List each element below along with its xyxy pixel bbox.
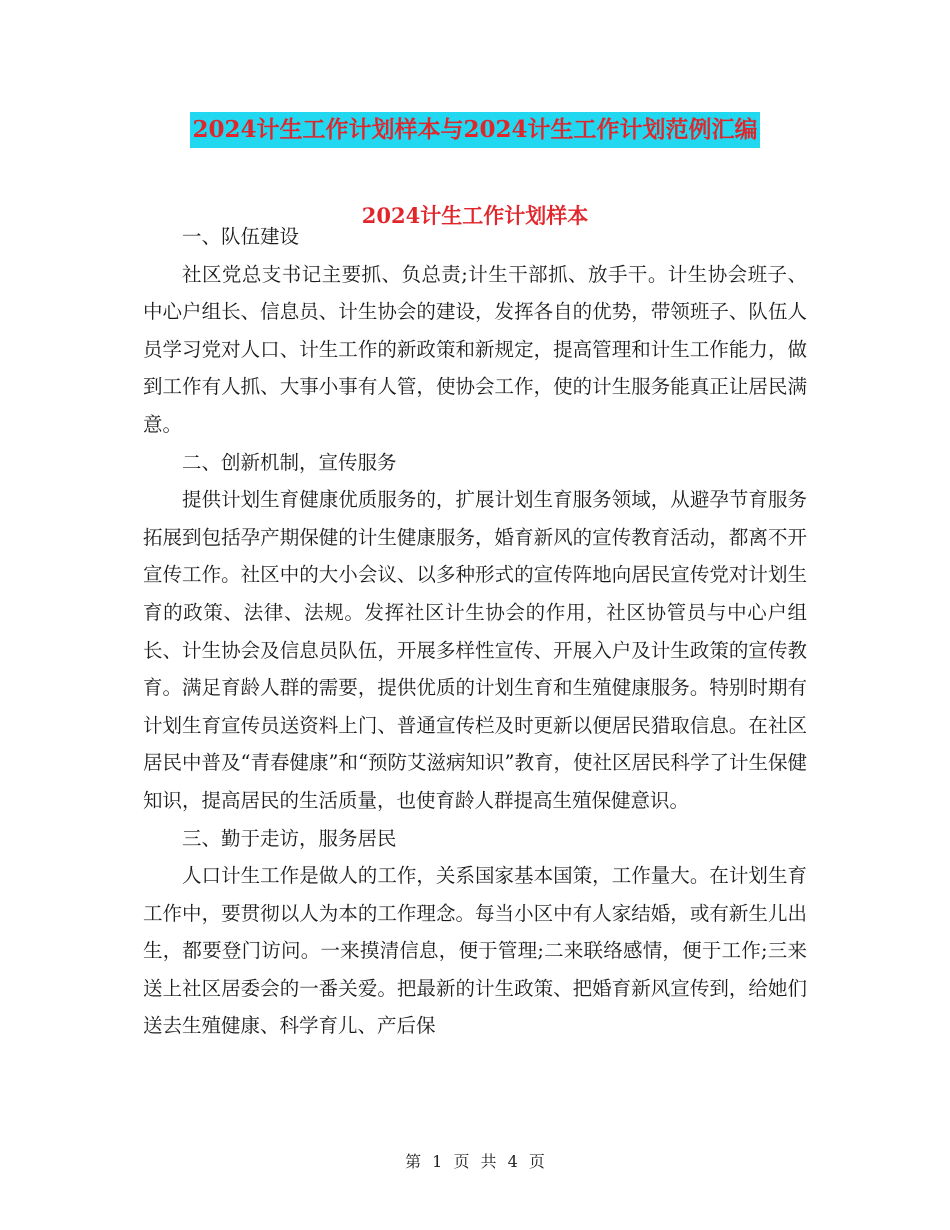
heading-innovation: 二、创新机制，宣传服务 bbox=[182, 450, 397, 474]
heading-team-building: 一、队伍建设 bbox=[182, 225, 300, 248]
document-body bbox=[143, 218, 807, 1045]
heading-visits: 三、勤于走访，服务居民 bbox=[182, 826, 397, 850]
paragraph-team-building: 社区党总支书记主要抓、负总责;计生干部抓、放手干。计生协会班子、中心户组长、信息员、计生协会的建设，发挥各自的优势，带领班子、队伍人员学习党对人口、计生工作的新政策和新规定，提高管理和计生工作能力，做到工作有人抓、大事小事有人管，使协会工作，使的计生服务能真正让居民满意。 bbox=[143, 262, 807, 436]
paragraph-visits: 人口计生工作是做人的工作，关系国家基本国策，工作量大。在计划生育工作中，要贯彻以人为本的工作理念。每当小区中有人家结婚，或有新生儿出生，都要登门访问。一来摸清信息，便于管理;二来联络感情，便于工作;三来送上社区居委会的一番关爱。把最新的计生政策、把婚育新风宣传到，给她们送去生殖健康、科学育儿、产后保 bbox=[143, 864, 807, 1038]
document-title bbox=[0, 112, 950, 148]
section-title: 2024计生工作计划样本 bbox=[361, 203, 589, 228]
paragraph-innovation: 提供计划生育健康优质服务的，扩展计划生育服务领域，从避孕节育服务拓展到包括孕产期保健的计生健康服务，婚育新风的宣传教育活动，都离不开宣传工作。社区中的大小会议、以多种形式的宣传阵地向居民宣传党对计划生育的政策、法律、法规。发挥社区计生协会的作用，社区协管员与中心户组长、计生协会及信息员队伍，开展多样性宣传、开展入户及计生政策的宣传教育。满足育龄人群的需要，提供优质的计划生育和生殖健康服务。特别时期有计划生育宣传员送资料上门、普通宣传栏及时更新以便居民猎取信息。在社区居民中普及“青春健康”和“预防艾滋病知识”教育，使社区居民科学了计生保健知识，提高居民的生活质量，也使育龄人群提高生殖保健意识。 bbox=[143, 488, 807, 812]
page-footer: 第 1 页 共 4 页 bbox=[405, 1152, 545, 1171]
document-title-text: 2024计生工作计划样本与2024计生工作计划范例汇编 bbox=[190, 112, 759, 148]
